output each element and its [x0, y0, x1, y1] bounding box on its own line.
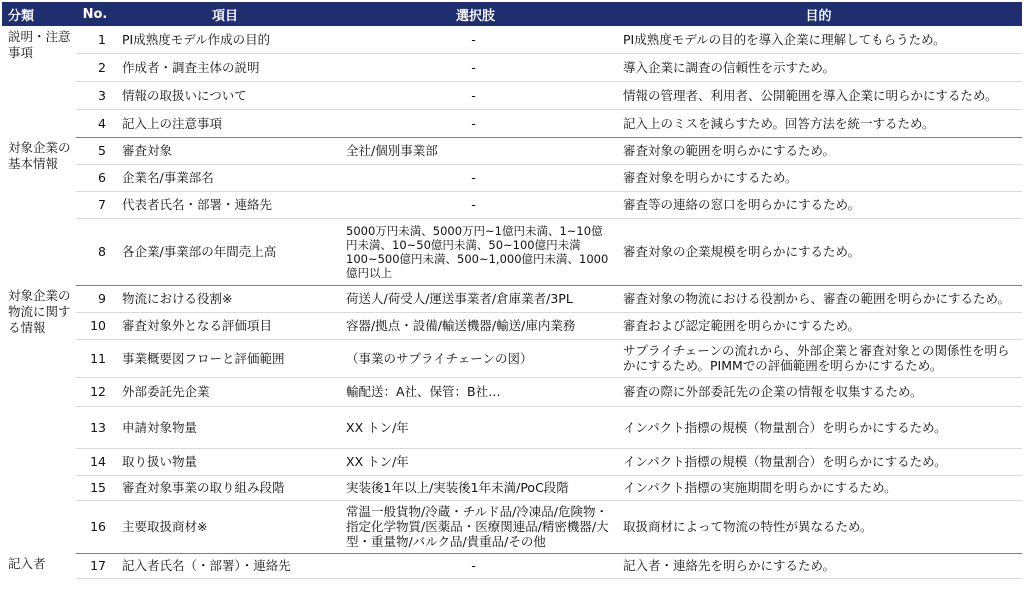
row-no: 15	[76, 475, 114, 500]
row-item: 作成者・調査主体の説明	[114, 53, 336, 81]
table-row	[2, 406, 1022, 448]
row-purpose: 記入上のミスを減らすため。回答方法を統一するため。	[615, 109, 1022, 137]
table-row	[2, 285, 1022, 312]
row-no: 2	[76, 53, 114, 81]
table-row	[2, 137, 1022, 164]
row-purpose: 審査対象の範囲を明らかにするため。	[615, 137, 1022, 164]
row-options: 実装後1年以上/実装後1年未満/PoC段階	[336, 475, 615, 500]
row-item: 企業名/事業部名	[114, 164, 336, 191]
row-purpose: 導入企業に調査の信頼性を示すため。	[615, 53, 1022, 81]
table-row	[2, 164, 1022, 191]
row-item: 情報の取扱いについて	[114, 81, 336, 109]
table-row	[2, 339, 1022, 377]
row-no: 7	[76, 191, 114, 218]
header-item: 項目	[114, 2, 336, 26]
row-item: 記入上の注意事項	[114, 109, 336, 137]
group-label-logistics-info: 対象企業の物流に関する情報	[8, 288, 71, 335]
table-header-row	[2, 2, 1022, 26]
row-item: 物流における役割※	[114, 285, 336, 312]
row-options: XX トン/年	[336, 406, 615, 448]
table-row	[2, 448, 1022, 475]
row-options: 容器/拠点・設備/輸送機器/輸送/庫内業務	[336, 312, 615, 339]
row-purpose: 審査等の連絡の窓口を明らかにするため。	[615, 191, 1022, 218]
row-no: 4	[76, 109, 114, 137]
row-no: 12	[76, 377, 114, 406]
row-options: XX トン/年	[336, 448, 615, 475]
row-options: -	[336, 553, 615, 578]
row-options: -	[336, 81, 615, 109]
row-purpose: 審査対象を明らかにするため。	[615, 164, 1022, 191]
row-purpose: PI成熟度モデルの目的を導入企業に理解してもらうため。	[615, 26, 1022, 53]
row-no: 14	[76, 448, 114, 475]
row-options: -	[336, 191, 615, 218]
row-no: 6	[76, 164, 114, 191]
row-no: 9	[76, 285, 114, 312]
group-label-basic-info: 対象企業の基本情報	[8, 140, 71, 171]
row-options: -	[336, 53, 615, 81]
table-row	[2, 26, 1022, 53]
row-item: 代表者氏名・部署・連絡先	[114, 191, 336, 218]
header-category: 分類	[2, 2, 76, 26]
table-row	[2, 377, 1022, 406]
header-options: 選択肢	[336, 2, 615, 26]
table-row	[2, 475, 1022, 500]
header-no: No.	[76, 2, 114, 26]
row-options: -	[336, 164, 615, 191]
row-purpose: 審査対象の企業規模を明らかにするため。	[615, 218, 1022, 285]
row-purpose: 審査の際に外部委託先の企業の情報を収集するため。	[615, 377, 1022, 406]
row-purpose: 審査対象の物流における役割から、審査の範囲を明らかにするため。	[615, 285, 1022, 312]
row-options: 5000万円未満、5000万円~1億円未満、1~10億円未満、10~50億円未満、50~100億円未満100~500億円未満、500~1,000億円未満、1000億円以上	[336, 218, 615, 285]
group-label-writer: 記入者	[8, 556, 46, 571]
row-purpose: インパクト指標の規模（物量割合）を明らかにするため。	[615, 448, 1022, 475]
row-options: -	[336, 109, 615, 137]
table-row	[2, 81, 1022, 109]
table-row	[2, 500, 1022, 553]
row-item: 事業概要図フローと評価範囲	[114, 339, 336, 377]
row-item: 各企業/事業部の年間売上高	[114, 218, 336, 285]
header-purpose: 目的	[615, 2, 1022, 26]
row-options: （事業のサプライチェーンの図）	[336, 339, 615, 377]
row-purpose: 審査および認定範囲を明らかにするため。	[615, 312, 1022, 339]
table-row	[2, 218, 1022, 285]
row-no: 3	[76, 81, 114, 109]
row-options: 全社/個別事業部	[336, 137, 615, 164]
row-no: 8	[76, 218, 114, 285]
row-item: PI成熟度モデル作成の目的	[114, 26, 336, 53]
table-row	[2, 312, 1022, 339]
row-item: 取り扱い物量	[114, 448, 336, 475]
requirements-table	[2, 2, 1022, 579]
table-row	[2, 109, 1022, 137]
table-row	[2, 553, 1022, 578]
row-no: 13	[76, 406, 114, 448]
row-options: 荷送人/荷受人/運送事業者/倉庫業者/3PL	[336, 285, 615, 312]
row-options: -	[336, 26, 615, 53]
row-no: 11	[76, 339, 114, 377]
row-no: 5	[76, 137, 114, 164]
row-item: 審査対象	[114, 137, 336, 164]
group-label-explanation: 説明・注意事項	[8, 29, 71, 60]
row-item: 主要取扱商材※	[114, 500, 336, 553]
row-purpose: インパクト指標の規模（物量割合）を明らかにするため。	[615, 406, 1022, 448]
row-no: 1	[76, 26, 114, 53]
row-item: 審査対象事業の取り組み段階	[114, 475, 336, 500]
row-purpose: 記入者・連絡先を明らかにするため。	[615, 553, 1022, 578]
row-no: 16	[76, 500, 114, 553]
row-item: 審査対象外となる評価項目	[114, 312, 336, 339]
row-item: 申請対象物量	[114, 406, 336, 448]
row-purpose: サプライチェーンの流れから、外部企業と審査対象との関係性を明らかにするため。PIMMでの評価範囲を明らかにするため。	[615, 339, 1022, 377]
row-no: 10	[76, 312, 114, 339]
row-item: 記入者氏名（・部署）・連絡先	[114, 553, 336, 578]
row-purpose: 情報の管理者、利用者、公開範囲を導入企業に明らかにするため。	[615, 81, 1022, 109]
row-purpose: インパクト指標の実施期間を明らかにするため。	[615, 475, 1022, 500]
row-item: 外部委託先企業	[114, 377, 336, 406]
table-row	[2, 191, 1022, 218]
row-options: 輸配送：A社、保管：B社…	[336, 377, 615, 406]
row-no: 17	[76, 553, 114, 578]
table-row	[2, 53, 1022, 81]
row-purpose: 取扱商材によって物流の特性が異なるため。	[615, 500, 1022, 553]
row-options: 常温一般貨物/冷蔵・チルド品/冷凍品/危険物・指定化学物質/医薬品・医療関連品/精密機器/大型・重量物/バルク品/貴重品/その他	[336, 500, 615, 553]
